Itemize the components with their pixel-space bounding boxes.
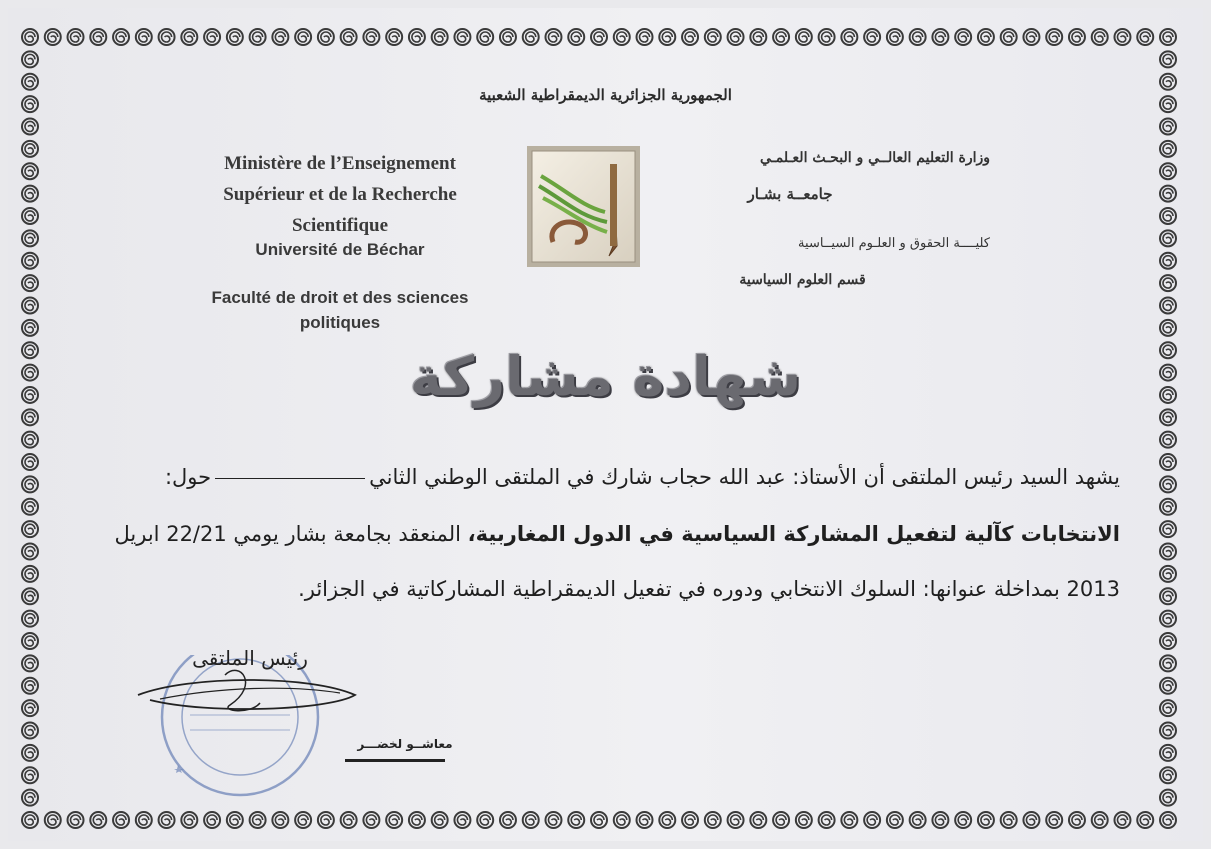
body-line-1-end: حول: xyxy=(164,465,212,489)
french-ministry-line: Scientifique xyxy=(291,215,389,236)
border-spiral-ornament xyxy=(318,29,334,45)
border-spiral-ornament xyxy=(750,812,766,828)
border-spiral-ornament xyxy=(500,29,516,45)
border-spiral-ornament xyxy=(22,454,38,470)
border-spiral-ornament xyxy=(295,812,311,828)
border-spiral-ornament xyxy=(1160,611,1176,627)
border-spiral-ornament xyxy=(591,29,607,45)
border-spiral-ornament xyxy=(363,29,379,45)
border-spiral-ornament xyxy=(500,812,516,828)
border-spiral-ornament xyxy=(705,29,721,45)
border-spiral-ornament xyxy=(409,29,425,45)
border-spiral-ornament xyxy=(22,521,38,537)
border-spiral-ornament xyxy=(864,29,880,45)
border-spiral-ornament xyxy=(1160,454,1176,470)
border-spiral-ornament xyxy=(22,208,38,224)
border-spiral-ornament xyxy=(45,29,61,45)
border-spiral-ornament xyxy=(454,29,470,45)
border-spiral-ornament xyxy=(659,29,675,45)
border-spiral-ornament xyxy=(136,812,152,828)
border-spiral-ornament xyxy=(1092,812,1108,828)
border-spiral-ornament xyxy=(1069,29,1085,45)
border-spiral-ornament xyxy=(568,812,584,828)
border-spiral-ornament xyxy=(181,812,197,828)
border-spiral-ornament xyxy=(1114,29,1130,45)
border-spiral-ornament xyxy=(1160,51,1176,67)
border-spiral-ornament xyxy=(250,812,266,828)
border-spiral-ornament xyxy=(1160,409,1176,425)
border-spiral-ornament xyxy=(750,29,766,45)
border-spiral-ornament xyxy=(887,812,903,828)
border-spiral-ornament xyxy=(363,812,379,828)
border-spiral-ornament xyxy=(1160,521,1176,537)
border-spiral-ornament xyxy=(159,29,175,45)
body-line-1 xyxy=(110,465,1120,489)
border-spiral-ornament xyxy=(841,29,857,45)
border-spiral-ornament xyxy=(113,812,129,828)
border-spiral-ornament xyxy=(773,812,789,828)
border-spiral-ornament xyxy=(22,723,38,739)
border-spiral-ornament xyxy=(545,812,561,828)
border-spiral-ornament xyxy=(1023,812,1039,828)
arabic-university: جامعــة بشـار xyxy=(747,185,833,203)
border-spiral-ornament xyxy=(22,118,38,134)
border-spiral-ornament xyxy=(22,678,38,694)
border-spiral-ornament xyxy=(22,409,38,425)
border-spiral-ornament xyxy=(22,767,38,783)
border-spiral-ornament xyxy=(773,29,789,45)
border-spiral-ornament xyxy=(819,29,835,45)
border-spiral-ornament xyxy=(68,812,84,828)
border-spiral-ornament xyxy=(910,29,926,45)
border-spiral-ornament xyxy=(22,790,38,806)
fill-dash xyxy=(215,478,365,479)
border-spiral-ornament xyxy=(932,812,948,828)
border-spiral-ornament xyxy=(955,29,971,45)
border-spiral-ornament xyxy=(1160,208,1176,224)
border-spiral-ornament xyxy=(227,812,243,828)
border-spiral-ornament xyxy=(22,611,38,627)
border-spiral-ornament xyxy=(1160,655,1176,671)
border-spiral-ornament xyxy=(1023,29,1039,45)
border-spiral-ornament xyxy=(910,812,926,828)
signature-name: معاشــو لخضـــر xyxy=(357,737,453,751)
border-spiral-ornament xyxy=(1160,499,1176,515)
border-spiral-ornament xyxy=(1160,29,1176,45)
border-spiral-ornament xyxy=(386,812,402,828)
border-spiral-ornament xyxy=(22,588,38,604)
border-spiral-ornament xyxy=(341,29,357,45)
border-spiral-ornament xyxy=(1001,812,1017,828)
french-ministry xyxy=(190,148,490,241)
border-spiral-ornament xyxy=(1160,297,1176,313)
border-spiral-ornament xyxy=(90,29,106,45)
border-spiral-ornament xyxy=(1160,432,1176,448)
border-spiral-ornament xyxy=(705,812,721,828)
border-spiral-ornament xyxy=(887,29,903,45)
border-spiral-ornament xyxy=(22,499,38,515)
border-spiral-ornament xyxy=(432,812,448,828)
border-spiral-ornament xyxy=(637,812,653,828)
border-spiral-ornament xyxy=(22,320,38,336)
arabic-ministry: وزارة التعليم العالــي و البحـث العـلمـي xyxy=(759,150,990,166)
signature-title: رئيس الملتقى xyxy=(192,646,308,670)
border-spiral-ornament xyxy=(227,29,243,45)
french-ministry-line: Ministère de l’Enseignement xyxy=(224,153,456,174)
french-faculty-line: politiques xyxy=(299,313,381,332)
border-spiral-ornament xyxy=(796,812,812,828)
border-spiral-ornament xyxy=(432,29,448,45)
border-spiral-ornament xyxy=(1160,767,1176,783)
border-spiral-ornament xyxy=(978,29,994,45)
border-spiral-ornament xyxy=(728,812,744,828)
border-spiral-ornament xyxy=(250,29,266,45)
border-spiral-ornament xyxy=(22,186,38,202)
border-spiral-ornament xyxy=(1160,544,1176,560)
body-line-3: 2013 بمداخلة عنوانها: السلوك الانتخابي ودوره في تفعيل الديمقراطية المشاركاتية في الجزائر. xyxy=(298,577,1120,601)
border-spiral-ornament xyxy=(1092,29,1108,45)
border-spiral-ornament xyxy=(1001,29,1017,45)
border-spiral-ornament xyxy=(22,141,38,157)
border-spiral-ornament xyxy=(1046,812,1062,828)
border-spiral-ornament xyxy=(1160,163,1176,179)
border-spiral-ornament xyxy=(1160,678,1176,694)
border-spiral-ornament xyxy=(68,29,84,45)
border-spiral-ornament xyxy=(796,29,812,45)
border-spiral-ornament xyxy=(386,29,402,45)
border-spiral-ornament xyxy=(1160,141,1176,157)
border-spiral-ornament xyxy=(22,745,38,761)
border-spiral-ornament xyxy=(22,51,38,67)
arabic-department: قسم العلوم السياسية xyxy=(739,272,866,288)
border-spiral-ornament xyxy=(591,812,607,828)
border-spiral-ornament xyxy=(1160,745,1176,761)
border-spiral-ornament xyxy=(523,29,539,45)
border-spiral-ornament xyxy=(682,29,698,45)
arabic-faculty: كليــــة الحقوق و العلـوم السيــاسية xyxy=(798,236,990,251)
border-spiral-ornament xyxy=(318,812,334,828)
border-spiral-ornament xyxy=(1069,812,1085,828)
border-spiral-ornament xyxy=(22,275,38,291)
border-spiral-ornament xyxy=(90,812,106,828)
french-university: Université de Béchar xyxy=(255,240,425,259)
border-spiral-ornament xyxy=(1114,812,1130,828)
border-spiral-ornament xyxy=(204,812,220,828)
certificate-title: شهادة مشاركة xyxy=(409,345,802,408)
border-spiral-ornament xyxy=(22,432,38,448)
border-spiral-ornament xyxy=(45,812,61,828)
border-spiral-ornament xyxy=(819,812,835,828)
body-line-2-rest: المنعقد بجامعة بشار يومي 22/21 ابريل xyxy=(114,522,461,546)
border-spiral-ornament xyxy=(1160,186,1176,202)
border-spiral-ornament xyxy=(1160,723,1176,739)
official-stamp xyxy=(130,655,370,805)
border-spiral-ornament xyxy=(22,476,38,492)
french-faculty xyxy=(190,285,490,335)
border-spiral-ornament xyxy=(568,29,584,45)
border-spiral-ornament xyxy=(22,700,38,716)
border-spiral-ornament xyxy=(545,29,561,45)
border-spiral-ornament xyxy=(22,297,38,313)
border-spiral-ornament xyxy=(841,812,857,828)
border-spiral-ornament xyxy=(728,29,744,45)
border-spiral-ornament xyxy=(864,812,880,828)
signature-underline xyxy=(345,757,445,763)
border-spiral-ornament xyxy=(22,566,38,582)
border-spiral-ornament xyxy=(1160,790,1176,806)
border-spiral-ornament xyxy=(637,29,653,45)
border-spiral-ornament xyxy=(955,812,971,828)
french-faculty-line: Faculté de droit et des sciences xyxy=(211,288,469,307)
border-spiral-ornament xyxy=(477,29,493,45)
border-spiral-ornament xyxy=(22,633,38,649)
border-spiral-ornament xyxy=(1160,812,1176,828)
border-spiral-ornament xyxy=(409,812,425,828)
border-spiral-ornament xyxy=(1137,812,1153,828)
border-spiral-ornament xyxy=(1137,29,1153,45)
border-spiral-ornament xyxy=(22,544,38,560)
border-spiral-ornament xyxy=(22,253,38,269)
border-spiral-ornament xyxy=(978,812,994,828)
border-spiral-ornament xyxy=(22,163,38,179)
republic-header: الجمهورية الجزائرية الديمقراطية الشعبية xyxy=(479,86,732,104)
border-spiral-ornament xyxy=(523,812,539,828)
border-spiral-ornament xyxy=(1160,275,1176,291)
border-spiral-ornament xyxy=(113,29,129,45)
border-spiral-ornament xyxy=(614,812,630,828)
border-spiral-ornament xyxy=(1160,320,1176,336)
border-spiral-ornament xyxy=(341,812,357,828)
border-spiral-ornament xyxy=(22,29,38,45)
border-spiral-ornament xyxy=(295,29,311,45)
body-line-2 xyxy=(110,522,1120,546)
border-spiral-ornament xyxy=(1160,118,1176,134)
border-spiral-ornament xyxy=(1160,230,1176,246)
border-spiral-ornament xyxy=(159,812,175,828)
border-spiral-ornament xyxy=(136,29,152,45)
border-spiral-ornament xyxy=(181,29,197,45)
border-spiral-ornament xyxy=(1160,566,1176,582)
border-spiral-ornament xyxy=(454,812,470,828)
border-spiral-ornament xyxy=(1046,29,1062,45)
border-spiral-ornament xyxy=(272,812,288,828)
border-spiral-ornament xyxy=(22,230,38,246)
border-spiral-ornament xyxy=(682,812,698,828)
university-logo xyxy=(527,146,640,267)
border-spiral-ornament xyxy=(22,655,38,671)
border-spiral-ornament xyxy=(1160,253,1176,269)
border-spiral-ornament xyxy=(22,812,38,828)
border-spiral-ornament xyxy=(659,812,675,828)
border-spiral-ornament xyxy=(614,29,630,45)
border-spiral-ornament xyxy=(272,29,288,45)
border-spiral-ornament xyxy=(1160,700,1176,716)
border-spiral-ornament xyxy=(1160,476,1176,492)
conference-title: الانتخابات كآلية لتفعيل المشاركة السياسية في الدول المغاربية، xyxy=(467,522,1120,546)
border-spiral-ornament xyxy=(477,812,493,828)
french-ministry-line: Supérieur et de la Recherche xyxy=(223,184,457,205)
border-spiral-ornament xyxy=(1160,588,1176,604)
border-spiral-ornament xyxy=(932,29,948,45)
border-spiral-ornament xyxy=(204,29,220,45)
body-line-1-start: يشهد السيد رئيس الملتقى أن الأستاذ: عبد الله حجاب شارك في الملتقى الوطني الثاني xyxy=(369,465,1120,489)
border-spiral-ornament xyxy=(1160,633,1176,649)
